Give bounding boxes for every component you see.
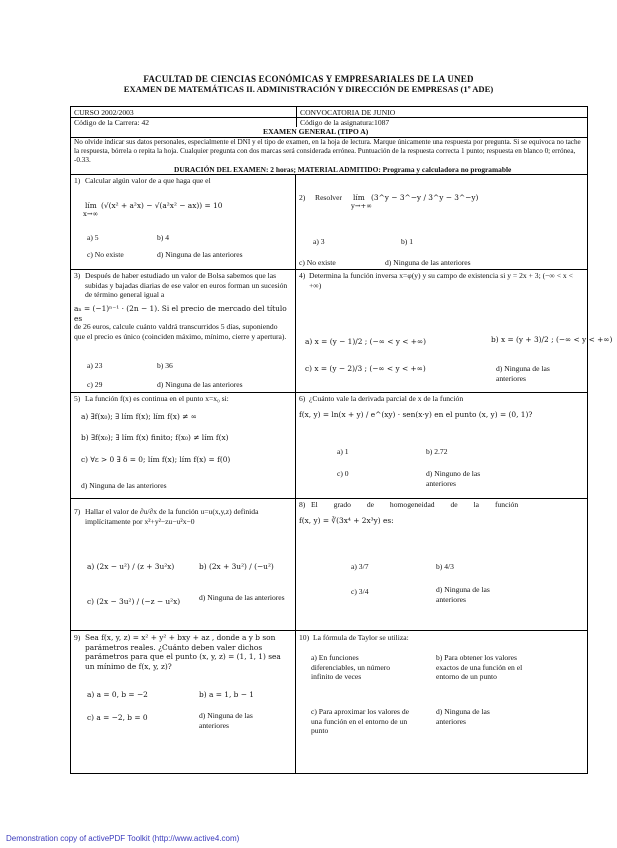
q5-option-c: c) ∀ε > 0 ∃ δ = 0; lím f(x); lím f(x) = f(0)	[81, 455, 231, 464]
exam-duration: DURACIÓN DEL EXAMEN: 2 horas; MATERIAL ADMITIDO: Programa y calculadora no programable	[174, 165, 512, 174]
q8-option-c: c) 3/4	[351, 587, 369, 596]
pdf-watermark-footer: Demonstration copy of activePDF Toolkit (http://www.active4.com)	[6, 834, 240, 843]
q9-number: 9)	[74, 633, 81, 642]
exam-session: CONVOCATORIA DE JUNIO	[300, 108, 396, 117]
q2-option-b: b) 1	[401, 237, 414, 246]
q8-option-a: a) 3/7	[351, 562, 369, 571]
exam-subtitle: EXAMEN DE MATEMÁTICAS II. ADMINISTRACIÓN Y DIRECCIÓN DE EMPRESAS (1º ADE)	[123, 84, 494, 94]
q6-option-d: d) Ninguno de las anteriores	[426, 469, 481, 488]
q2-option-d: d) Ninguna de las anteriores	[385, 258, 471, 267]
q5-option-a: a) ∃f(x₀); ∃ lím f(x); lím f(x) ≠ ∞	[81, 412, 197, 421]
q1-option-c: c) No existe	[87, 250, 124, 259]
subject-code: Código de la asignatura:1087	[300, 118, 390, 127]
course-year: CURSO 2002/2003	[74, 108, 134, 117]
q10-option-b: b) Para obtener los valores exactos de una función en el entorno de un punto	[436, 653, 523, 682]
q10-option-d: d) Ninguna de las anteriores	[436, 707, 490, 726]
q5-number: 5)	[74, 394, 81, 403]
q5-option-b: b) ∃f(x₀); ∃ lím f(x) finito; f(x₀) ≠ lím f(x)	[81, 433, 229, 442]
q4-option-b: b) x = (y + 3)/2 ; (−∞ < y < +∞)	[491, 335, 613, 344]
q8-option-b: b) 4/3	[436, 562, 454, 571]
q1-lim-sub: x→∞	[83, 210, 99, 218]
q6-option-c: c) 0	[337, 469, 349, 478]
q1-text: Calcular algún valor de a que haga que el	[85, 176, 211, 185]
instructions-text: No olvide indicar sus datos personales, especialmente el DNI y el tipo de examen, en la hoja de lectura. Marque únicamente una respuesta por pregunta. Si se equivoca no tache la respuesta, bórrela o repita la hoja. Cualquier pregunta con dos marcas será considerada errónea. Puntuación de la respuesta correcta 1 punto; respuesta en blanco 0; errónea, -0.33.	[74, 138, 581, 164]
q4-option-d: d) Ninguna de las anteriores	[496, 364, 550, 383]
q7-option-b: b) (2x + 3u²) / (−u²)	[199, 562, 274, 571]
q1-option-d: d) Ninguna de las anteriores	[157, 250, 243, 259]
q7-number: 7)	[74, 507, 81, 516]
q6-option-a: a) 1	[337, 447, 349, 456]
q7-option-c: c) (2x − 3u²) / (−z − u²x)	[87, 597, 181, 606]
q7-text: Hallar el valor de ∂u/∂x de la función u=u(x,y,z) definida implícitamente por x²+y²−zu−u²x−0	[85, 507, 259, 526]
q7-option-a: a) (2x − u²) / (z + 3u²x)	[87, 562, 175, 571]
q9-option-a: a) a = 0, b = −2	[87, 690, 148, 699]
q2-lim-sub: y→+∞	[351, 202, 372, 210]
q1-lim: lím	[85, 201, 97, 210]
q1-option-a: a) 5	[87, 233, 99, 242]
q9-text: Sea f(x, y, z) = x² + y² + bxy + az , donde a y b son parámetros reales. ¿Cuánto deben valer dichos parámetros para que el punto (x, y, z) = (1, 1, 1) sea un mínimo de f(x, y, z)?	[85, 633, 281, 671]
q4-text: Determina la función inversa x=φ(y) y su campo de existencia si y = 2x + 3; (−∞ < x < +∞)	[309, 271, 573, 290]
q2-option-a: a) 3	[313, 237, 325, 246]
q8-number: 8)	[299, 500, 306, 509]
q4-option-c: c) x = (y − 2)/3 ; (−∞ < y < +∞)	[305, 364, 426, 373]
exam-sheet	[70, 106, 613, 774]
career-code: Código de la Carrera: 42	[74, 118, 150, 127]
q6-option-b: b) 2.72	[426, 447, 448, 456]
exam-type: EXAMEN GENERAL (TIPO A)	[263, 127, 369, 136]
q4-option-a: a) x = (y − 1)/2 ; (−∞ < y < +∞)	[305, 337, 427, 346]
q2-text: Resolver	[315, 193, 342, 202]
q5-text: La función f(x) es continua en el punto x=x₀ si:	[85, 394, 229, 403]
q7-option-d: d) Ninguna de las anteriores	[199, 593, 285, 602]
q6-formula: f(x, y) = ln(x + y) / e^(xy) · sen(x·y) en el punto (x, y) = (0, 1)?	[299, 410, 533, 419]
q2-expression: (3^y − 3^−y / 3^y − 3^−y)	[371, 193, 479, 202]
q9-option-b: b) a = 1, b − 1	[199, 690, 254, 699]
q3-text: Después de haber estudiado un valor de Bolsa sabemos que las subidas y bajadas diarias de ese valor en euros forman un sucesión de término general igual a	[85, 271, 288, 300]
q8-option-d: d) Ninguna de las anteriores	[436, 585, 490, 604]
q1-expression: (√(x² + a²x) − √(a²x² − ax)) = 10	[101, 201, 223, 210]
q9-option-d: d) Ninguna de las anteriores	[199, 711, 253, 730]
q2-option-c: c) No existe	[299, 258, 336, 267]
q1-number: 1)	[74, 176, 81, 185]
q3-option-d: d) Ninguna de las anteriores	[157, 380, 243, 389]
q3-option-c: c) 29	[87, 380, 103, 389]
q10-option-a: a) En funciones diferenciables, un número infinito de veces	[311, 653, 391, 682]
q10-option-c: c) Para aproximar los valores de una función en el entorno de un punto	[311, 707, 410, 736]
q6-number: 6)	[299, 394, 306, 403]
q2-lim: lím	[353, 193, 365, 202]
q10-number: 10)	[299, 633, 310, 642]
q8-formula: f(x, y) = ∛(3x⁴ + 2x³y) es:	[299, 516, 394, 525]
q6-text: ¿Cuánto vale la derivada parcial de x de la función	[309, 394, 464, 403]
q10-text: La fórmula de Taylor se utiliza:	[313, 633, 409, 642]
q3-option-a: a) 23	[87, 361, 103, 370]
q3-formula: aₙ = (−1)ⁿ⁻¹ · (2n − 1). Si el precio de mercado del título es	[74, 304, 287, 323]
q2-number: 2)	[299, 193, 306, 202]
faculty-header: FACULTAD DE CIENCIAS ECONÓMICAS Y EMPRESARIALES DE LA UNED	[143, 74, 474, 84]
q9-option-c: c) a = −2, b = 0	[87, 713, 148, 722]
q3-text-cont: de 26 euros, calcule cuánto valdrá transcurridos 5 días, suponiendo que el precio es único (coinciden máximo, mínimo, cierre y apertura).	[74, 322, 287, 341]
q3-option-b: b) 36	[157, 361, 173, 370]
q8-text: El grado de homogeneidad de la función	[311, 500, 519, 509]
q1-option-b: b) 4	[157, 233, 170, 242]
q5-option-d: d) Ninguna de las anteriores	[81, 481, 167, 490]
q4-number: 4)	[299, 271, 306, 280]
q3-number: 3)	[74, 271, 81, 280]
